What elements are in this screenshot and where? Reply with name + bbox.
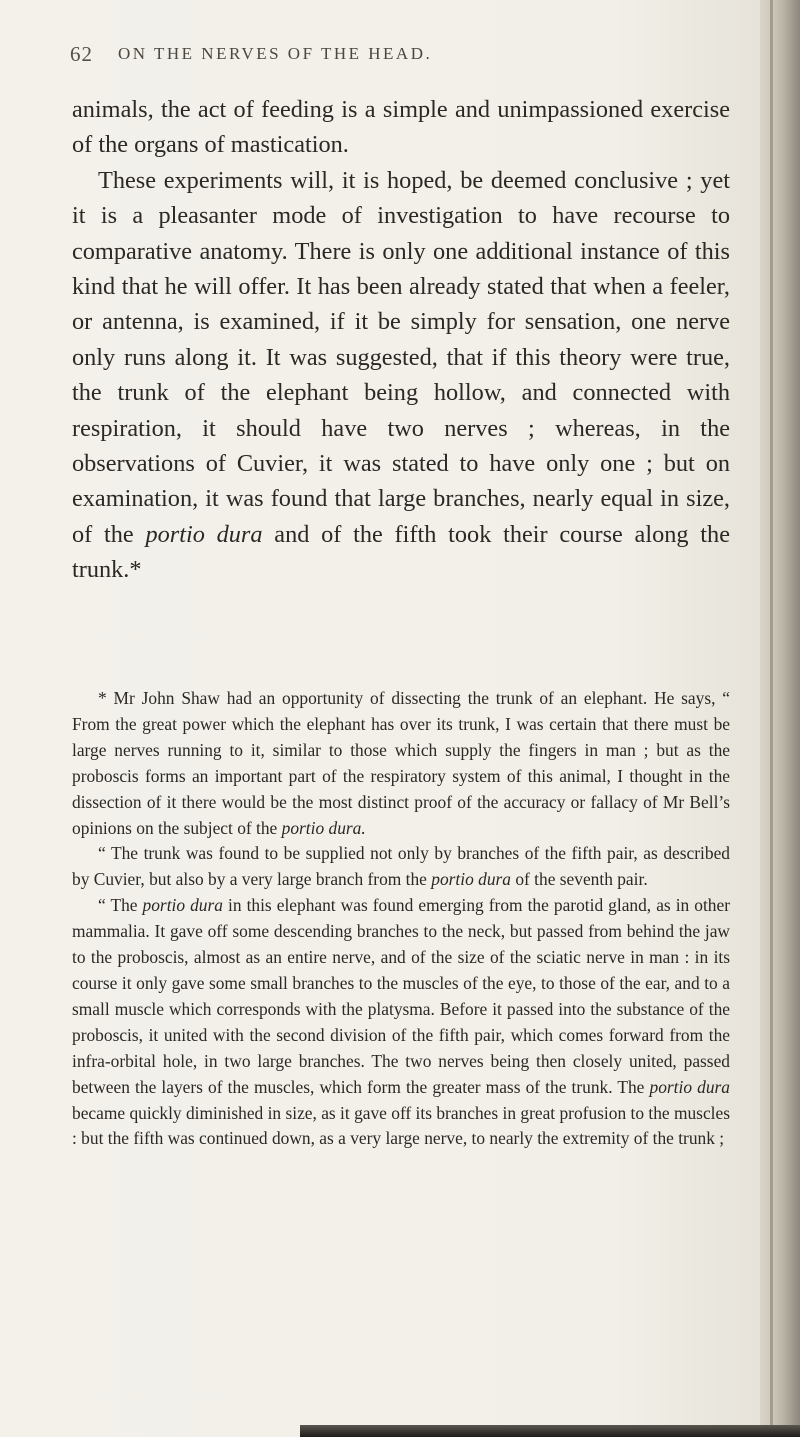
footnote-3-italic: portio dura [142, 895, 223, 916]
footnote-1-text: * Mr John Shaw had an opportunity of dissecting the trunk of an elephant. He says, “ From the great power which the elephant has over its trunk, I was certain that there must be large nerves running to it, similar to those which supply the fingers in man ; but as the proboscis forms an important part of the respiratory system of this animal, I thought in the dissection of it there would be the most distinct proof of the accuracy or fallacy of Mr Bell’s opinions on the subject of the [72, 688, 730, 838]
binding-line [770, 0, 773, 1437]
footnote-2 [72, 841, 730, 893]
footnote-3-italic-2: portio dura [649, 1076, 730, 1097]
footnote-2-italic: portio dura [431, 869, 511, 890]
paragraph-2 [72, 163, 730, 588]
footnote-3-end: became quickly diminished in size, as it gave off its branches in great profusion to the muscles : but the fifth was continued down, as a very large nerve, to nearly the extremity of the trunk ; [72, 1102, 730, 1149]
page-header [70, 42, 730, 72]
paragraph-2-end: and of the fifth took their course along the trunk.* [72, 520, 730, 584]
page-edge [760, 0, 800, 1437]
footnotes [72, 686, 730, 1152]
footnote-2-end: of the seventh pair. [515, 869, 648, 890]
main-text [72, 92, 730, 588]
paragraph-2-italic: portio dura [145, 520, 263, 548]
paragraph-2-text: These experiments will, it is hoped, be deemed conclusive ; yet it is a pleasanter mode of investigation to have recourse to comparative anatomy. There is only one additional instance of this kind that he will offer. It has been already stated that when a feeler, or antenna, is examined, if it be simply for sensation, one nerve only runs along it. It was suggested, that if this theory were true, the trunk of the elephant being hollow, and connected with respiration, it should have two nerves ; whereas, in the observations of Cuvier, it was stated to have only one ; but on examination, it was found that large branches, nearly equal in size, of the [72, 166, 730, 548]
footnote-3-mid: in this elephant was found emerging from the parotid gland, as in other mammalia. It gave off some descending branches to the neck, but passed from behind the jaw to the proboscis, almost as an entire nerve, and of the size of the sciatic nerve in man : in its course it only gave some small branches to the muscles of the eye, to those of the ear, and to a small muscle which corresponds with the platysma. Before it passed into the substance of the proboscis, it united with the second division of the fifth pair, which comes forward from the infra-orbital hole, in two large branches. The two nerves being then closely united, passed between the layers of the muscles, which form the greater mass of the trunk. The [72, 895, 731, 1097]
footnote-2-text: “ The trunk was found to be supplied not only by branches of the fifth pair, as described by Cuvier, but also by a very large branch from the [72, 843, 730, 890]
page-number: 62 [70, 42, 93, 66]
footnote-1 [72, 686, 730, 841]
footnote-3 [72, 893, 730, 1152]
footnote-3-start: “ The [98, 895, 138, 916]
running-head: ON THE NERVES OF THE HEAD. [118, 44, 433, 63]
footnote-1-italic: portio dura. [281, 817, 366, 838]
bottom-shadow [300, 1425, 800, 1437]
paragraph-1 [72, 92, 730, 163]
paragraph-1-text: animals, the act of feeding is a simple and unimpassioned exercise of the organs of mastication. [72, 96, 730, 159]
